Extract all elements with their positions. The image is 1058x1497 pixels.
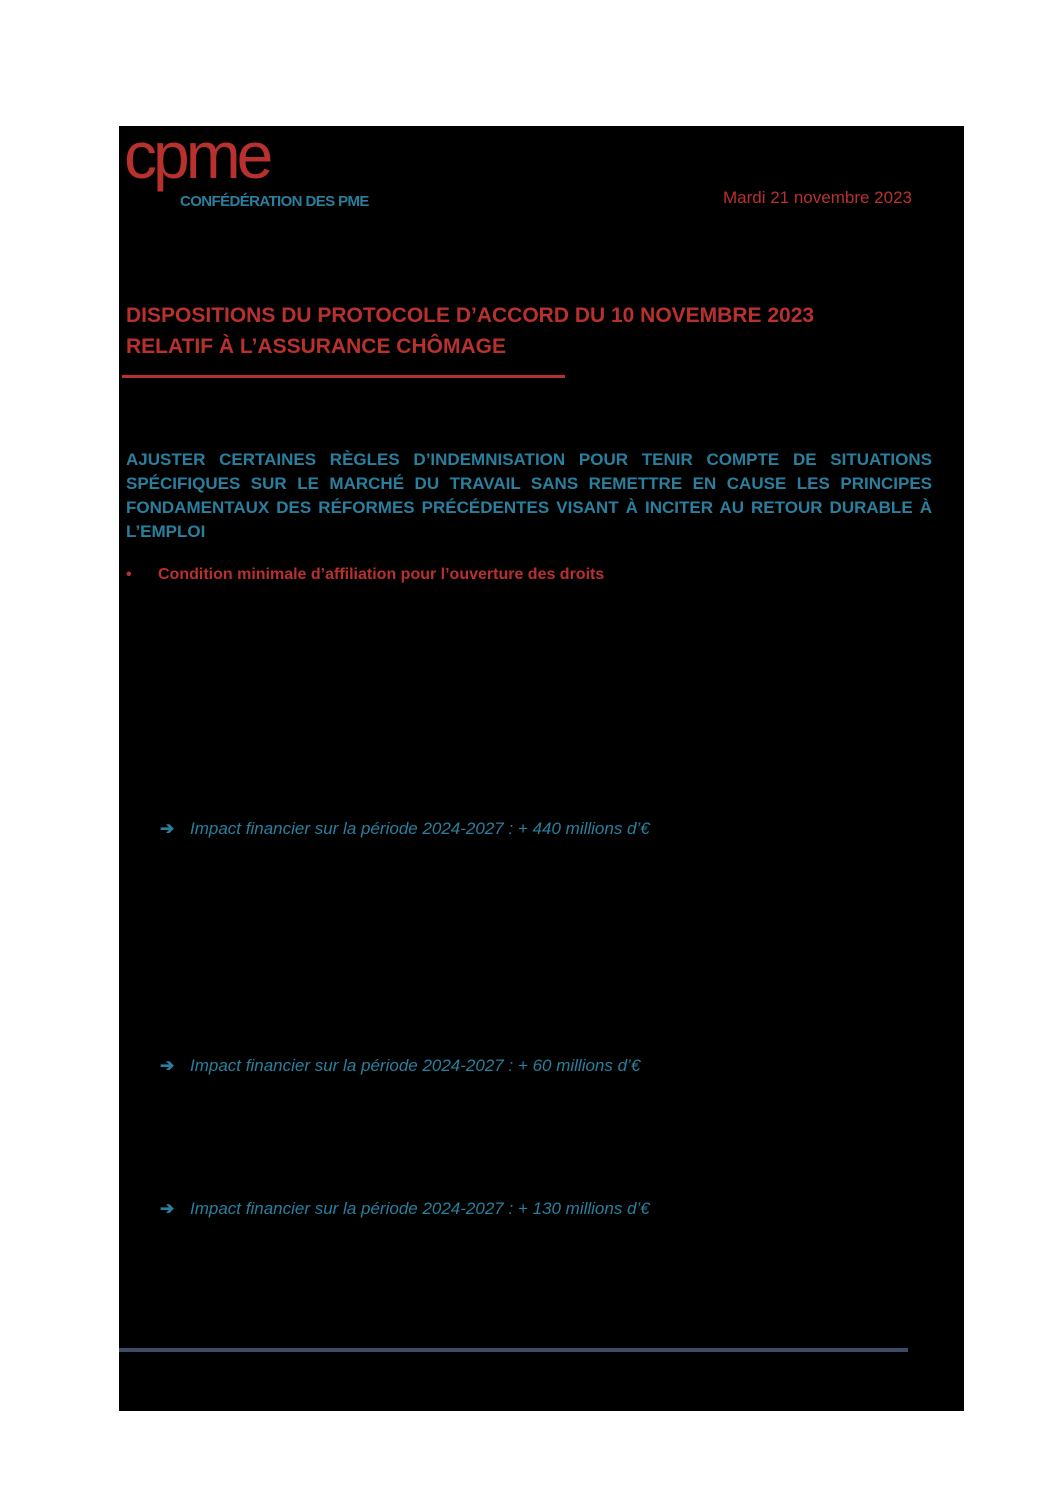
cpme-logo (124, 126, 384, 210)
financial-impact-text: Impact financier sur la période 2024-2027 : + 130 millions d’€ (190, 1199, 650, 1218)
arrow-right-icon: ➔ (160, 1199, 175, 1218)
title-line-1: DISPOSITIONS DU PROTOCOLE D’ACCORD DU 10 NOVEMBRE 2023 (126, 304, 815, 327)
financial-impact-text: Impact financier sur la période 2024-2027 : + 440 millions d’€ (190, 819, 650, 838)
section-heading: AJUSTER CERTAINES RÈGLES D’INDEMNISATION POUR TENIR COMPTE DE SITUATIONS SPÉCIFIQUES SUR LE MARCHÉ DU TRAVAIL SANS REMETTRE EN CAUSE LES PRINCIPES FONDAMENTAUX DES RÉFORMES PRÉCÉDENTES VISANT À INCITER AU RETOUR DURABLE À L’EMPLOI (126, 450, 932, 541)
financial-impact-line (160, 1199, 650, 1219)
arrow-right-icon: ➔ (160, 1056, 175, 1075)
title-underline (122, 375, 565, 378)
financial-impact-text: Impact financier sur la période 2024-2027 : + 60 millions d’€ (190, 1056, 641, 1075)
title-line-2: RELATIF À L’ASSURANCE CHÔMAGE (126, 335, 506, 358)
logo-tagline: CONFÉDÉRATION DES PME (180, 193, 369, 210)
document-title (126, 300, 956, 362)
bullet-icon: • (126, 566, 132, 583)
financial-impact-line (160, 819, 650, 839)
arrow-right-icon: ➔ (160, 819, 175, 838)
bullet-item-text: Condition minimale d’affiliation pour l’ouverture des droits (158, 566, 605, 583)
bullet-list-item (126, 566, 604, 584)
logo-wordmark: cpme (124, 126, 270, 192)
financial-impact-line (160, 1056, 640, 1076)
document-date: Mardi 21 novembre 2023 (722, 188, 912, 207)
bottom-divider (119, 1348, 908, 1352)
